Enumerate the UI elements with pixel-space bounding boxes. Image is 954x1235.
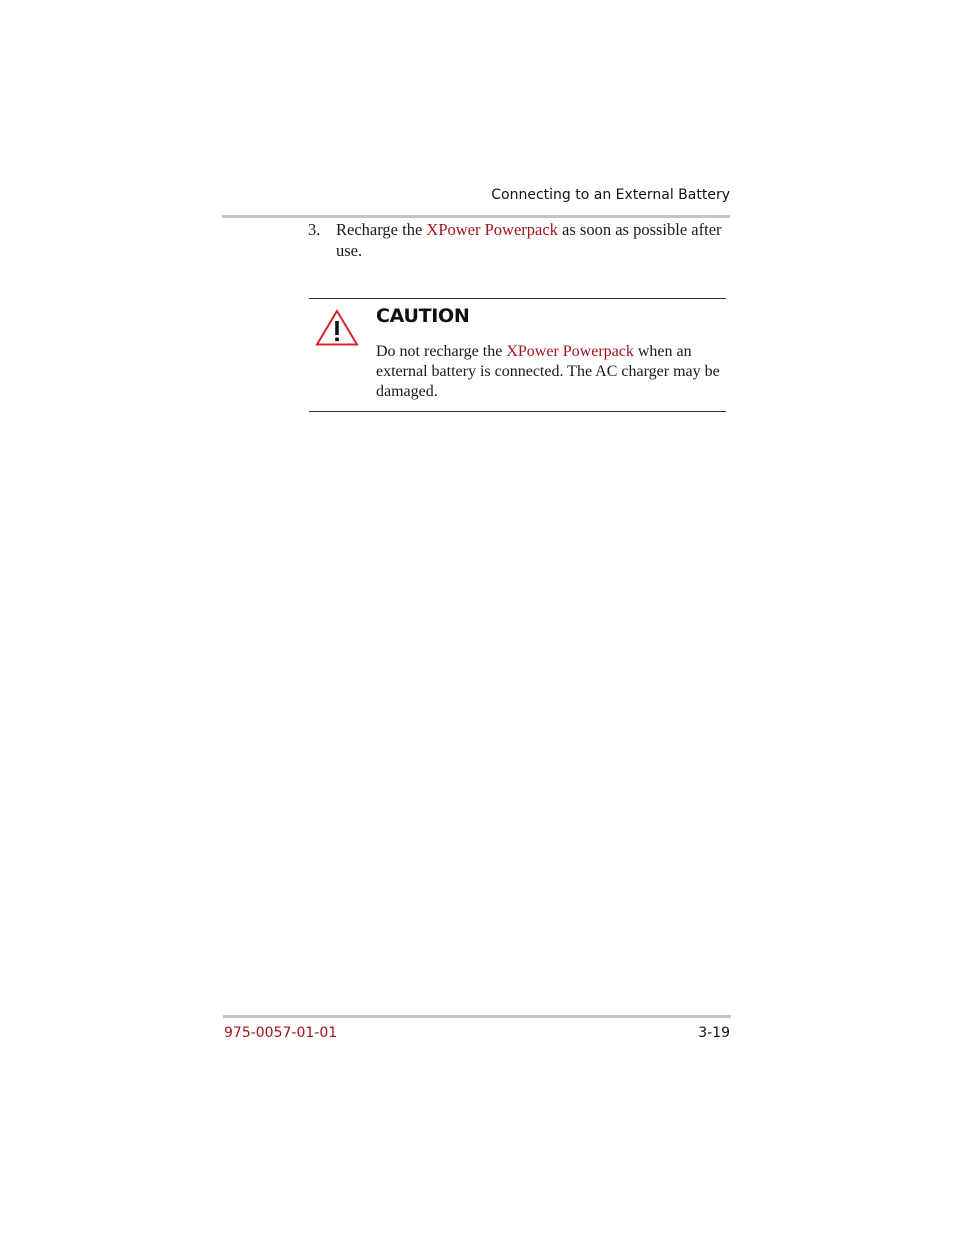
caution-text-before: Do not recharge the — [376, 343, 507, 360]
header-rule — [222, 215, 730, 218]
caution-box — [309, 298, 726, 412]
footer-rule — [223, 1015, 731, 1018]
step-text — [336, 219, 728, 261]
document-number: 975-0057-01-01 — [224, 1025, 338, 1041]
caution-title: CAUTION — [376, 305, 470, 327]
step-text-after: as soon as possible after use. — [336, 220, 722, 260]
warning-triangle-icon — [315, 309, 359, 347]
page-number: 3-19 — [698, 1025, 730, 1041]
step-text-before: Recharge the — [336, 220, 427, 239]
caution-xpower-powerpack-link[interactable]: XPower Powerpack — [506, 343, 634, 360]
running-header-title: Connecting to an External Battery — [491, 187, 730, 203]
caution-text-after: when an external battery is connected. The AC charger may be damaged. — [376, 343, 720, 400]
xpower-powerpack-link[interactable]: XPower Powerpack — [426, 220, 558, 239]
step-item — [308, 219, 728, 261]
caution-text — [376, 342, 728, 402]
step-number: 3. — [308, 220, 321, 239]
